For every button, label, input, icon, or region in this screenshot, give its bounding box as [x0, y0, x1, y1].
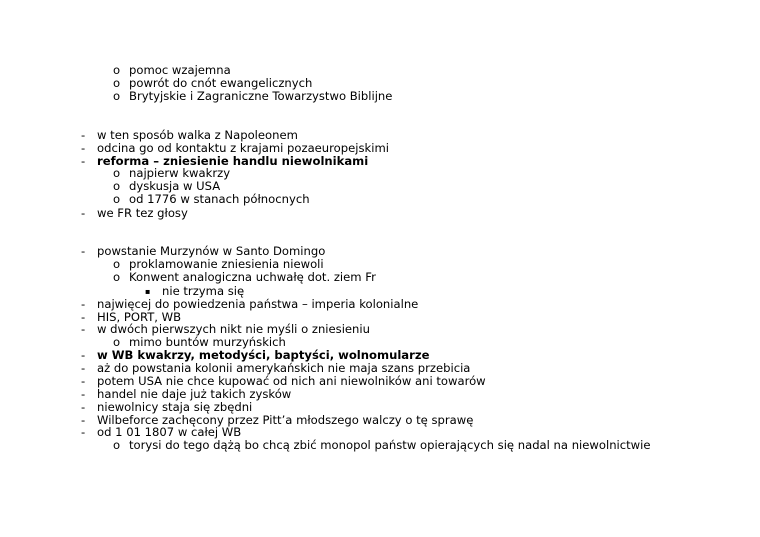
list-item-text: reforma – zniesienie handlu niewolnikami — [97, 154, 369, 168]
circle-bullet-icon: o — [113, 192, 121, 206]
list-item-text: torysi do tego dążą bo chcą zbić monopol państw opierających się nadal na niewolnictwie — [129, 438, 651, 452]
list-item-text: we FR tez głosy — [97, 206, 188, 220]
list-item-text: pomoc wzajemna — [129, 63, 231, 77]
list-item-text: Konwent analogiczna uchwałę dot. ziem Fr — [129, 270, 376, 284]
circle-bullet-icon: o — [113, 257, 121, 271]
list-item-text: handel nie daje już takich zysków — [97, 387, 292, 401]
list-item-text: proklamowanie zniesienia niewoli — [129, 257, 324, 271]
list-item-text: odcina go od kontaktu z krajami pozaeuropejskimi — [97, 141, 389, 155]
dash-bullet-icon: - — [81, 128, 86, 142]
dash-bullet-icon: - — [81, 425, 86, 439]
list-item-text: najpierw kwakrzy — [129, 166, 231, 180]
list-item-text: powstanie Murzynów w Santo Domingo — [97, 244, 326, 258]
list-item-text: mimo buntów murzyńskich — [129, 335, 286, 349]
list-item-text: powrót do cnót ewangelicznych — [129, 76, 313, 90]
dash-bullet-icon: - — [81, 141, 86, 155]
circle-bullet-icon: o — [113, 335, 121, 349]
list-item-text: aż do powstania kolonii amerykańskich nie maja szans przebicia — [97, 361, 471, 375]
list-item-text: w WB kwakrzy, metodyści, baptyści, wolnomularze — [97, 348, 430, 362]
list-item-text: najwięcej do powiedzenia państwa – imperia kolonialne — [97, 297, 419, 311]
list-item-text: nie trzyma się — [162, 284, 245, 298]
dash-bullet-icon: - — [81, 361, 86, 375]
circle-bullet-icon: o — [113, 179, 121, 193]
list-item-text: od 1 01 1807 w całej WB — [97, 425, 242, 439]
list-item-text: w dwóch pierwszych nikt nie myśli o zniesieniu — [97, 322, 370, 336]
dash-bullet-icon: - — [81, 413, 86, 427]
dash-bullet-icon: - — [81, 400, 86, 414]
list-item-text: od 1776 w stanach północnych — [129, 192, 310, 206]
dash-bullet-icon: - — [81, 387, 86, 401]
circle-bullet-icon: o — [113, 270, 121, 284]
circle-bullet-icon: o — [113, 76, 121, 90]
dash-bullet-icon: - — [81, 348, 86, 362]
dash-bullet-icon: - — [81, 310, 86, 324]
list-item-text: dyskusja w USA — [129, 179, 221, 193]
list-item-text: Wilbeforce zachęcony przez Pitt’a młodszego walczy o tę sprawę — [97, 413, 474, 427]
dash-bullet-icon: - — [81, 322, 86, 336]
list-item-text: potem USA nie chce kupować od nich ani niewolników ani towarów — [97, 374, 486, 388]
circle-bullet-icon: o — [113, 63, 121, 77]
dash-bullet-icon: - — [81, 206, 86, 220]
dash-bullet-icon: - — [81, 297, 86, 311]
circle-bullet-icon: o — [113, 166, 121, 180]
dash-bullet-icon: - — [81, 244, 86, 258]
list-item-text: HIS, PORT, WB — [97, 310, 182, 324]
dash-bullet-icon: - — [81, 154, 86, 168]
square-bullet-icon: ▪ — [145, 287, 151, 296]
circle-bullet-icon: o — [113, 438, 121, 452]
list-item-text: Brytyjskie i Zagraniczne Towarzystwo Biblijne — [129, 89, 393, 103]
list-item-text: niewolnicy staja się zbędni — [97, 400, 253, 414]
list-item-text: w ten sposób walka z Napoleonem — [97, 128, 298, 142]
dash-bullet-icon: - — [81, 374, 86, 388]
circle-bullet-icon: o — [113, 89, 121, 103]
